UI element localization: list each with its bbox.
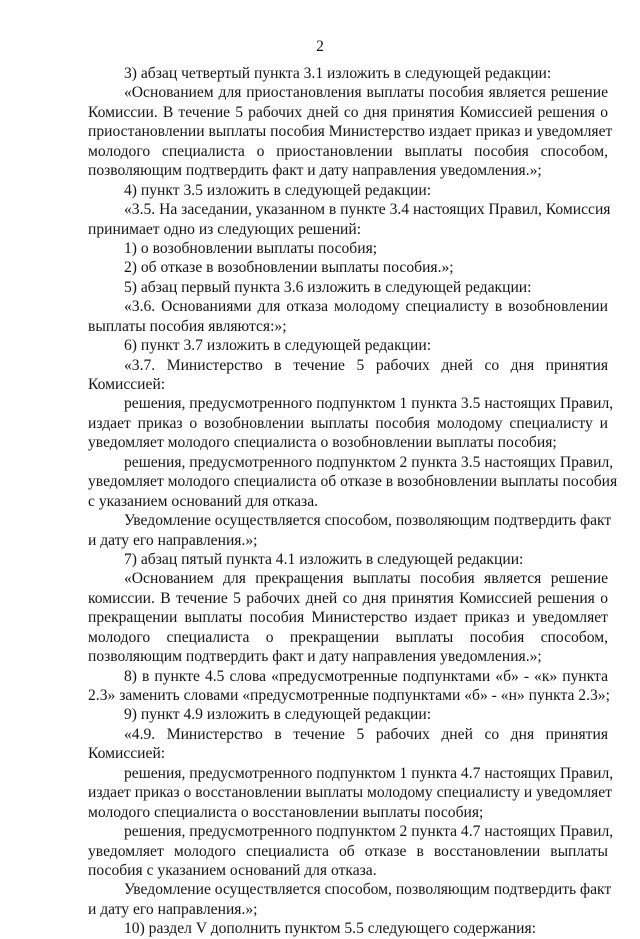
text-line: решения, предусмотренного подпунктом 2 пункта 3.5 настоящих Правил, <box>124 453 614 471</box>
text-line: Комиссией: <box>88 745 166 763</box>
text-line: выплаты пособия являются:»; <box>88 317 287 335</box>
text-line: 2.3» заменить словами «предусмотренные подпунктами «б» - «н» пункта 2.3»; <box>88 687 610 704</box>
text-line: Уведомление осуществляется способом, позволяющим подтвердить факт <box>124 512 612 530</box>
text-line: 4) пункт 3.5 изложить в следующей редакции: <box>124 181 432 199</box>
text-line: издает приказ о восстановлении выплаты молодому специалисту и уведомляет <box>88 784 612 802</box>
text-line: «3.6. Основаниями для отказа молодому специалисту в возобновлении <box>124 298 608 316</box>
text-line: «Основанием для прекращения выплаты пособия является решение <box>124 570 608 588</box>
text-line: «3.7. Министерство в течение 5 рабочих дней со дня принятия <box>124 356 608 374</box>
text-line: издает приказ о возобновлении выплаты пособия молодому специалисту и <box>88 414 608 432</box>
text-line: 6) пункт 3.7 изложить в следующей редакции: <box>124 337 432 355</box>
text-line: уведомляет молодого специалиста о возобновлении выплаты пособия; <box>88 434 557 452</box>
text-line: приостановлении выплаты пособия Министерство издает приказ и уведомляет <box>88 123 613 141</box>
text-line: молодого специалиста о прекращении выплаты пособия способом, <box>88 628 608 646</box>
text-line: позволяющим подтвердить факт и дату направления уведомления.»; <box>88 162 542 180</box>
text-line: 3) абзац четвертый пункта 3.1 изложить в следующей редакции: <box>124 65 552 82</box>
text-line: комиссии. В течение 5 рабочих дней со дня принятия Комиссией решения о <box>88 589 608 607</box>
document-body <box>88 64 618 939</box>
text-line: 7) абзац пятый пункта 4.1 изложить в следующей редакции: <box>124 550 524 568</box>
text-line: 5) абзац первый пункта 3.6 изложить в следующей редакции: <box>124 278 532 296</box>
text-line: решения, предусмотренного подпунктом 2 пункта 4.7 настоящих Правил, <box>124 823 614 841</box>
text-line: 10) раздел V дополнить пунктом 5.5 следующего содержания: <box>124 920 537 938</box>
text-line: решения, предусмотренного подпунктом 1 пункта 3.5 настоящих Правил, <box>124 395 614 413</box>
text-line: прекращении выплаты пособия Министерство издает приказ и уведомляет <box>88 609 608 627</box>
page-number: 2 <box>316 38 324 55</box>
text-line: 2) об отказе в возобновлении выплаты пособия.»; <box>124 259 454 277</box>
text-line: и дату его направления.»; <box>88 900 258 918</box>
text-line: с указанием оснований для отказа. <box>88 492 319 510</box>
text-line: «3.5. На заседании, указанном в пункте 3.4 настоящих Правил, Комиссия <box>124 201 611 219</box>
text-line: «4.9. Министерство в течение 5 рабочих дней со дня принятия <box>124 725 608 743</box>
text-line: 8) в пункте 4.5 слова «предусмотренные подпунктами «б» - «к» пункта <box>124 667 608 685</box>
text-line: Комиссии. В течение 5 рабочих дней со дня принятия Комиссией решения о <box>88 103 608 121</box>
text-line: молодого специалиста о восстановлении выплаты пособия; <box>88 803 484 821</box>
text-line: уведомляет молодого специалиста об отказе в восстановлении выплаты <box>88 842 608 860</box>
text-line: позволяющим подтвердить факт и дату направления уведомления.»; <box>88 648 542 666</box>
text-line: уведомляет молодого специалиста об отказе в возобновлении выплаты пособия <box>88 473 618 491</box>
text-line: 9) пункт 4.9 изложить в следующей редакции: <box>124 706 432 724</box>
text-line: Уведомление осуществляется способом, позволяющим подтвердить факт <box>124 881 612 899</box>
text-line: Комиссией: <box>88 376 166 393</box>
text-line: 1) о возобновлении выплаты пособия; <box>124 239 378 257</box>
text-line: «Основанием для приостановления выплаты пособия является решение <box>124 84 608 102</box>
text-line: пособия с указанием оснований для отказа. <box>88 861 377 879</box>
text-line: молодого специалиста о приостановлении выплаты пособия способом, <box>88 142 608 160</box>
text-line: решения, предусмотренного подпунктом 1 пункта 4.7 настоящих Правил, <box>124 764 614 782</box>
text-line: и дату его направления.»; <box>88 531 258 549</box>
text-line: принимает одно из следующих решений: <box>88 220 362 238</box>
